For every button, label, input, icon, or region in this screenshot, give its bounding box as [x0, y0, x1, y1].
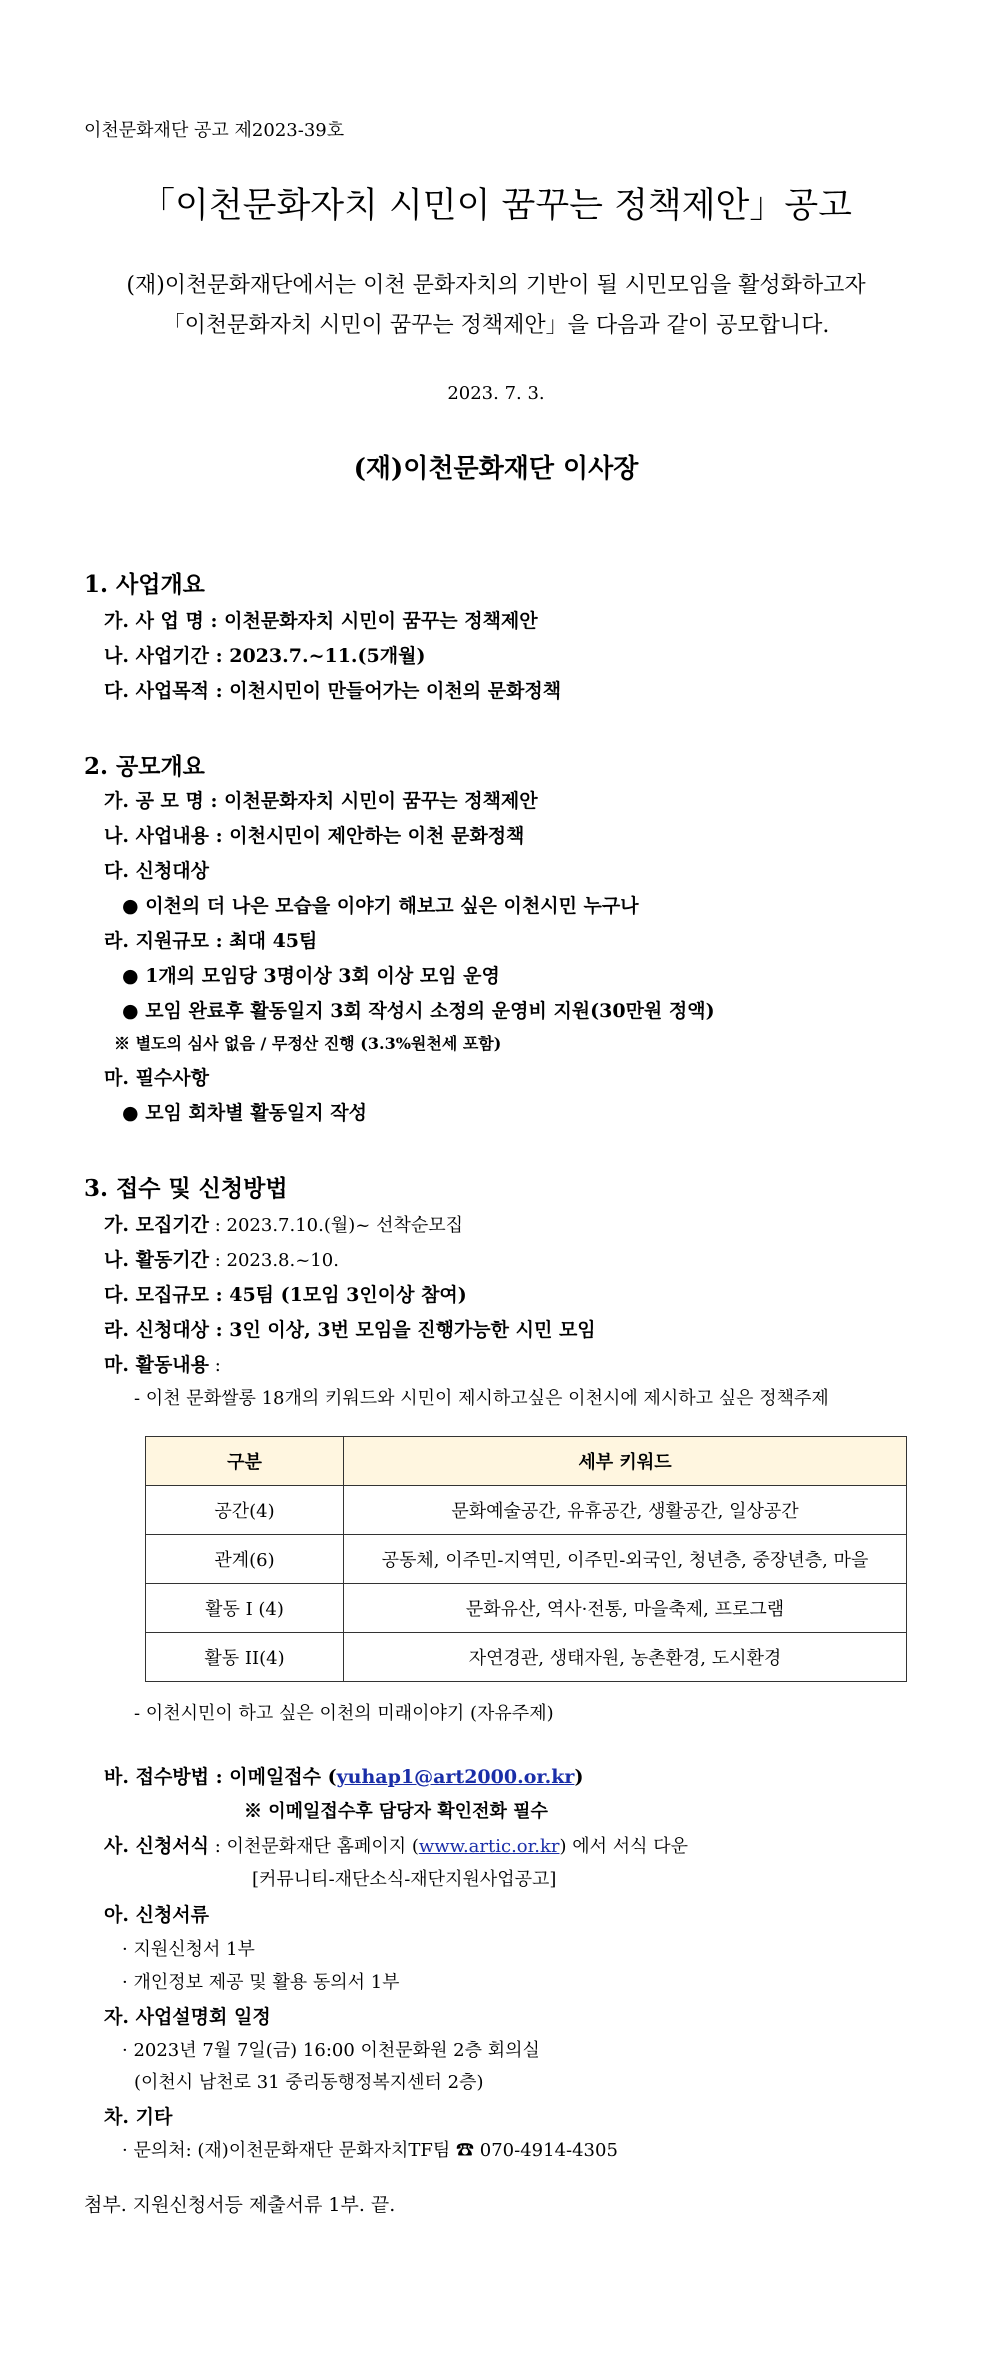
- table-cell-category: 활동 II(4): [146, 1633, 344, 1682]
- table-header-row: [146, 1437, 907, 1486]
- section3-item-submission: [104, 1762, 583, 1789]
- section2-bullet-required: ● 모임 회차별 활동일지 작성: [122, 1102, 367, 1124]
- document-item-1: · 지원신청서 1부: [122, 1939, 255, 1960]
- phone-icon: ☎: [456, 2140, 475, 2161]
- section2-bullet-scale-1: ● 1개의 모임당 3명이상 3회 이상 모임 운영: [122, 965, 500, 987]
- table-header-category: 구분: [146, 1437, 344, 1486]
- contact-phone: 070-4914-4305: [474, 2140, 618, 2161]
- form-value-post: ) 에서 서식 다운: [559, 1836, 689, 1857]
- notice-number: 이천문화재단 공고 제2023-39호: [84, 120, 345, 141]
- activity-period-value: : 2023.8.~10.: [209, 1250, 339, 1271]
- form-path: [커뮤니티-재단소식-재단지원사업공고]: [252, 1869, 557, 1890]
- contact-text: · 문의처: (재)이천문화재단 문화자치TF팀: [122, 2140, 457, 2161]
- recruit-period-label: 가. 모집기간: [104, 1214, 209, 1236]
- section2-item-required: 마. 필수사항: [104, 1067, 209, 1089]
- activity-content-colon: :: [209, 1355, 221, 1376]
- activity-dash-1: - 이천 문화쌀롱 18개의 키워드와 시민이 제시하고싶은 이천시에 제시하고 싶은 정책주제: [134, 1388, 829, 1409]
- table-row: [146, 1486, 907, 1535]
- form-label: 사. 신청서식: [104, 1835, 209, 1857]
- section2-item-target: 다. 신청대상: [104, 860, 209, 882]
- section3-item-recruit-period: [104, 1210, 463, 1237]
- closing-line: 첨부. 지원신청서등 제출서류 1부. 끝.: [84, 2194, 396, 2216]
- intro-line-2: 「이천문화자치 시민이 꿈꾸는 정책제안」을 다음과 같이 공모합니다.: [162, 313, 830, 338]
- website-link[interactable]: www.artic.or.kr: [418, 1836, 560, 1857]
- activity-dash-2: - 이천시민이 하고 싶은 이천의 미래이야기 (자유주제): [134, 1703, 554, 1724]
- activity-period-label: 나. 활동기간: [104, 1249, 209, 1271]
- table-row: [146, 1584, 907, 1633]
- section2-heading: 2. 공모개요: [84, 753, 205, 780]
- section3-heading: 3. 접수 및 신청방법: [84, 1175, 288, 1202]
- document-item-2: · 개인정보 제공 및 활용 동의서 1부: [122, 1972, 400, 1993]
- contact-item: [122, 2136, 618, 2162]
- recruit-period-value: : 2023.7.10.(월)~ 선착순모집: [209, 1215, 464, 1236]
- submission-label: 바. 접수방법 : 이메일접수 (: [104, 1766, 337, 1788]
- submission-note: ※ 이메일접수후 담당자 확인전화 필수: [244, 1801, 548, 1822]
- section1-item-purpose: 다. 사업목적 : 이천시민이 만들어가는 이천의 문화정책: [104, 680, 562, 702]
- section3-item-briefing: 자. 사업설명회 일정: [104, 2006, 271, 2028]
- table-cell-category: 공간(4): [146, 1486, 344, 1535]
- section3-item-target: 라. 신청대상 : 3인 이상, 3번 모임을 진행가능한 시민 모임: [104, 1319, 596, 1341]
- table-row: [146, 1633, 907, 1682]
- table-header-keywords: 세부 키워드: [344, 1437, 907, 1486]
- section1-item-period: 나. 사업기간 : 2023.7.~11.(5개월): [104, 645, 426, 667]
- section3-item-etc: 차. 기타: [104, 2106, 173, 2128]
- briefing-item-1: · 2023년 7월 7일(금) 16:00 이천문화원 2층 회의실: [122, 2040, 540, 2061]
- table-cell-category: 활동 I (4): [146, 1584, 344, 1633]
- section3-item-activity-period: [104, 1245, 339, 1272]
- section2-bullet-scale-2: ● 모임 완료후 활동일지 3회 작성시 소정의 운영비 지원(30만원 정액): [122, 1000, 715, 1022]
- form-value-pre: : 이천문화재단 홈페이지 (: [209, 1836, 419, 1857]
- issuer: (재)이천문화재단 이사장: [353, 454, 639, 484]
- table-cell-keywords: 자연경관, 생태자원, 농촌환경, 도시환경: [344, 1633, 907, 1682]
- section2-note-scale: ※ 별도의 심사 없음 / 무정산 진행 (3.3%원천세 포함): [114, 1034, 502, 1053]
- section2-item-content: 나. 사업내용 : 이천시민이 제안하는 이천 문화정책: [104, 825, 525, 847]
- email-link[interactable]: yuhap1@art2000.or.kr: [336, 1766, 575, 1788]
- section2-bullet-target: ● 이천의 더 나은 모습을 이야기 해보고 싶은 이천시민 누구나: [122, 895, 639, 917]
- section2-item-scale: 라. 지원규모 : 최대 45팀: [104, 930, 318, 952]
- table-cell-category: 관계(6): [146, 1535, 344, 1584]
- section3-item-form: [104, 1831, 688, 1858]
- section3-item-documents: 아. 신청서류: [104, 1904, 209, 1926]
- page-title: 「이천문화자치 시민이 꿈꾸는 정책제안」공고: [140, 186, 852, 226]
- notice-date: 2023. 7. 3.: [447, 383, 545, 404]
- intro-line-1: (재)이천문화재단에서는 이천 문화자치의 기반이 될 시민모임을 활성화하고자: [126, 273, 866, 298]
- section3-item-activity-content: [104, 1350, 221, 1377]
- table-cell-keywords: 문화유산, 역사·전통, 마을축제, 프로그램: [344, 1584, 907, 1633]
- submission-close: ): [574, 1766, 584, 1788]
- table-row: [146, 1535, 907, 1584]
- section3-item-recruit-scale: 다. 모집규모 : 45팀 (1모임 3인이상 참여): [104, 1284, 467, 1306]
- activity-content-label: 마. 활동내용: [104, 1354, 209, 1376]
- section2-item-contest-name: 가. 공 모 명 : 이천문화자치 시민이 꿈꾸는 정책제안: [104, 790, 538, 812]
- table-cell-keywords: 공동체, 이주민-지역민, 이주민-외국인, 청년층, 중장년층, 마을: [344, 1535, 907, 1584]
- keyword-table: [145, 1436, 907, 1682]
- section1-heading: 1. 사업개요: [84, 571, 205, 598]
- briefing-item-2: (이천시 남천로 31 중리동행정복지센터 2층): [134, 2072, 484, 2093]
- table-cell-keywords: 문화예술공간, 유휴공간, 생활공간, 일상공간: [344, 1486, 907, 1535]
- section1-item-project-name: 가. 사 업 명 : 이천문화자치 시민이 꿈꾸는 정책제안: [104, 610, 538, 632]
